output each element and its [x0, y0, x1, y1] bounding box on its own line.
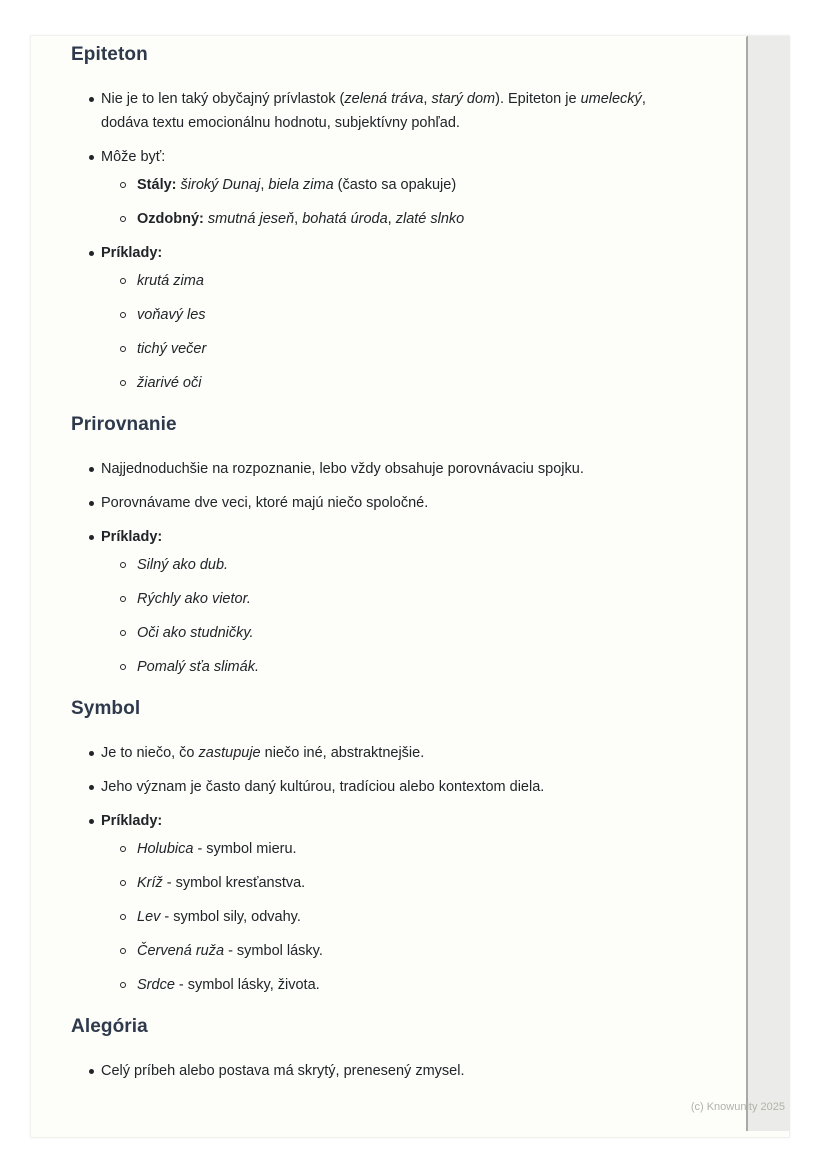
text-segment: Porovnávame dve veci, ktoré majú niečo spoločné.: [101, 495, 429, 511]
sub-list-item: [120, 871, 705, 895]
section-heading: Alegória: [71, 1016, 148, 1037]
list-item-text: [101, 87, 657, 135]
list-item-text: [137, 909, 301, 925]
list-item-text: [137, 659, 259, 675]
text-segment: ,: [387, 211, 396, 227]
circle-bullet-icon: [120, 630, 126, 636]
list-item-text: [101, 491, 428, 515]
text-segment: ,: [260, 177, 269, 193]
list-item-text: [101, 809, 162, 833]
text-segment: zlaté slnko: [395, 211, 465, 227]
list-item: [71, 241, 705, 395]
list-item-text: [101, 741, 424, 765]
list-item: [71, 775, 705, 799]
bullet-icon: [89, 501, 94, 506]
text-segment: Môže byť:: [101, 149, 166, 165]
text-segment: ,: [294, 211, 303, 227]
circle-bullet-icon: [120, 982, 126, 988]
bullet-icon: [89, 97, 94, 102]
bullet-icon: [89, 535, 94, 540]
list-item-text: [137, 341, 206, 357]
circle-bullet-icon: [120, 182, 126, 188]
list-item-text: [137, 211, 464, 227]
text-segment: Najjednoduchšie na rozpoznanie, lebo vždy obsahuje porovnávaciu spojku.: [101, 461, 584, 477]
text-segment: Rýchly ako vietor.: [137, 591, 251, 607]
text-segment: široký Dunaj: [180, 177, 261, 193]
list-item: [71, 1059, 705, 1083]
list-item: [71, 525, 705, 679]
list-item: [71, 145, 705, 231]
sub-list-item: [120, 939, 705, 963]
list-item: [71, 741, 705, 765]
list-item-text: [137, 307, 206, 323]
section: [71, 1015, 705, 1083]
list-item-text: [101, 457, 584, 481]
circle-bullet-icon: [120, 880, 126, 886]
text-segment: - symbol lásky, života.: [174, 977, 320, 993]
document-page: [30, 35, 790, 1138]
list-item-text: [137, 591, 251, 607]
text-segment: biela zima: [268, 177, 334, 193]
text-segment: zelená tráva: [344, 91, 424, 107]
sub-list-item: [120, 973, 705, 997]
list-item-text: [137, 177, 456, 193]
section: [71, 43, 705, 395]
text-segment: Červená ruža: [137, 943, 225, 959]
text-segment: ,: [423, 91, 432, 107]
text-segment: Holubica: [137, 841, 194, 857]
text-segment: starý dom: [431, 91, 496, 107]
sub-list-item: [120, 655, 705, 679]
section-heading: Prirovnanie: [71, 414, 177, 435]
text-segment: zastupuje: [198, 745, 261, 761]
text-segment: krutá zima: [137, 273, 204, 289]
text-segment: Silný ako dub.: [137, 557, 229, 573]
text-segment: umelecký: [580, 91, 642, 107]
text-segment: tichý večer: [137, 341, 207, 357]
sub-list-item: [120, 371, 705, 395]
text-segment: - symbol mieru.: [193, 841, 297, 857]
sub-list: [120, 837, 705, 997]
list-item-text: [137, 943, 323, 959]
text-segment: smutná jeseň: [207, 211, 295, 227]
bullet-list: [71, 741, 705, 997]
circle-bullet-icon: [120, 846, 126, 852]
bullet-icon: [89, 467, 94, 472]
text-segment: - symbol lásky.: [224, 943, 323, 959]
text-segment: - symbol kresťanstva.: [162, 875, 306, 891]
sub-list-item: [120, 269, 705, 293]
section-heading: Epiteton: [71, 44, 148, 65]
sub-list-item: [120, 905, 705, 929]
text-segment: Príklady:: [101, 529, 163, 545]
circle-bullet-icon: [120, 914, 126, 920]
copyright-watermark: (c) Knowunity 2025: [690, 1101, 785, 1113]
list-item-text: [137, 273, 204, 289]
circle-bullet-icon: [120, 346, 126, 352]
text-segment: Ozdobný:: [137, 211, 204, 227]
list-item-text: [101, 241, 162, 265]
list-item-text: [101, 525, 162, 549]
circle-bullet-icon: [120, 596, 126, 602]
sub-list-item: [120, 207, 705, 231]
sub-list-item: [120, 587, 705, 611]
sub-list-item: [120, 303, 705, 327]
page-content: [31, 36, 789, 1137]
sub-list-item: [120, 337, 705, 361]
text-segment: Srdce: [137, 977, 175, 993]
circle-bullet-icon: [120, 216, 126, 222]
sub-list-item: [120, 837, 705, 861]
circle-bullet-icon: [120, 312, 126, 318]
text-segment: Oči ako studničky.: [137, 625, 254, 641]
bullet-list: [71, 87, 705, 395]
text-segment: Stály:: [137, 177, 177, 193]
bullet-icon: [89, 155, 94, 160]
list-item-text: [137, 557, 228, 573]
list-item: [71, 87, 705, 135]
list-item-text: [101, 145, 165, 169]
text-segment: bohatá úroda: [302, 211, 388, 227]
text-segment: voňavý les: [137, 307, 206, 323]
sub-list: [120, 553, 705, 679]
bullet-icon: [89, 1069, 94, 1074]
list-item-text: [101, 775, 544, 799]
text-segment: Lev: [137, 909, 161, 925]
bullet-icon: [89, 251, 94, 256]
circle-bullet-icon: [120, 664, 126, 670]
text-segment: , dodáva textu emocionálnu hodnotu, subjektívny pohľad.: [101, 91, 646, 131]
sub-list: [120, 269, 705, 395]
circle-bullet-icon: [120, 562, 126, 568]
text-segment: - symbol sily, odvahy.: [160, 909, 301, 925]
bullet-list: [71, 1059, 705, 1083]
section: [71, 413, 705, 679]
list-item-text: [137, 625, 254, 641]
text-segment: (často sa opakuje): [333, 177, 457, 193]
bullet-icon: [89, 785, 94, 790]
list-item: [71, 491, 705, 515]
section-heading: Symbol: [71, 698, 141, 719]
text-segment: Príklady:: [101, 813, 163, 829]
list-item-text: [101, 1059, 464, 1083]
circle-bullet-icon: [120, 380, 126, 386]
circle-bullet-icon: [120, 278, 126, 284]
bullet-icon: [89, 751, 94, 756]
text-segment: Je to niečo, čo: [101, 745, 199, 761]
text-segment: niečo iné, abstraktnejšie.: [260, 745, 425, 761]
circle-bullet-icon: [120, 948, 126, 954]
list-item: [71, 809, 705, 997]
text-segment: Jeho význam je často daný kultúrou, tradíciou alebo kontextom diela.: [101, 779, 545, 795]
sub-list-item: [120, 173, 705, 197]
list-item-text: [137, 977, 320, 993]
text-segment: Kríž: [137, 875, 163, 891]
sub-list-item: [120, 621, 705, 645]
text-segment: žiarivé oči: [137, 375, 202, 391]
text-segment: Nie je to len taký obyčajný prívlastok (: [101, 91, 345, 107]
text-segment: ). Epiteton je: [495, 91, 581, 107]
list-item-text: [137, 875, 305, 891]
sub-list: [120, 173, 705, 231]
list-item-text: [137, 375, 201, 391]
sub-list-item: [120, 553, 705, 577]
text-segment: Príklady:: [101, 245, 163, 261]
text-segment: Celý príbeh alebo postava má skrytý, prenesený zmysel.: [101, 1063, 465, 1079]
list-item: [71, 457, 705, 481]
section: [71, 697, 705, 997]
list-item-text: [137, 841, 297, 857]
text-segment: Pomalý sťa slimák.: [137, 659, 259, 675]
bullet-list: [71, 457, 705, 679]
bullet-icon: [89, 819, 94, 824]
